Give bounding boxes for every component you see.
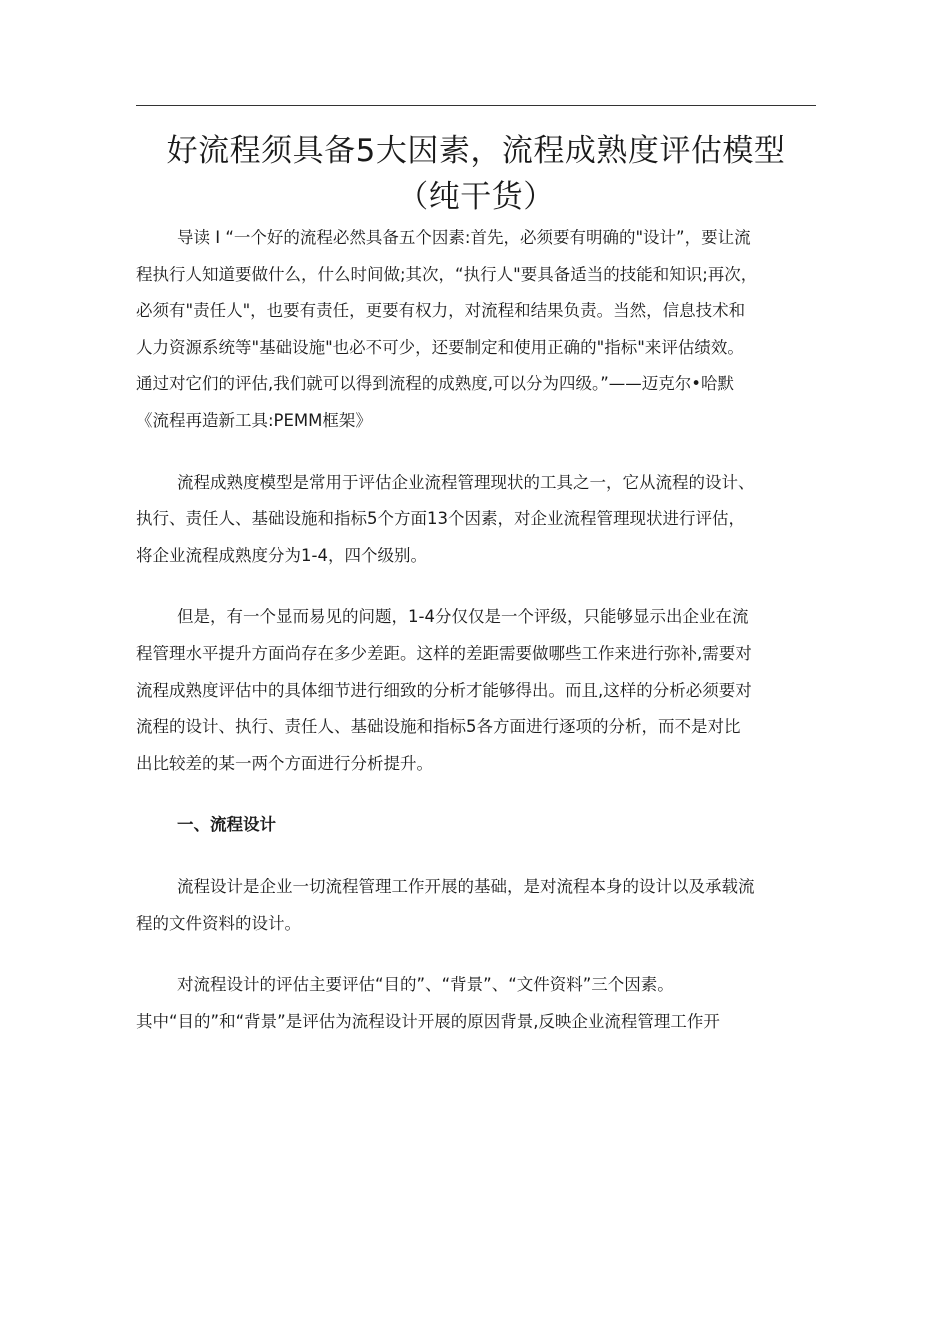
paragraph-line: 程管理水平提升方面尚存在多少差距。这样的差距需要做哪些工作来进行弥补,需要对 — [136, 643, 752, 663]
intro-paragraph — [136, 220, 820, 440]
paragraph-line: 导读 I “一个好的流程必然具备五个因素:首先，必须要有明确的"设计”，要让流 — [177, 228, 751, 247]
paragraph-line: 其中“目的”和“背景”是评估为流程设计开展的原因背景,反映企业流程管理工作开 — [136, 1011, 720, 1031]
model-paragraph — [136, 465, 820, 575]
paragraph-line: 人力资源系统等"基础设施"也必不可少，还要制定和使用正确的"指标"来评估绩效。 — [136, 337, 744, 357]
paragraph-line: 将企业流程成熟度分为1-4，四个级别。 — [136, 545, 427, 565]
paragraph-line: 程的文件资料的设计。 — [136, 913, 301, 933]
design-paragraph — [136, 869, 820, 942]
document-title — [136, 129, 816, 219]
paragraph-line: 出比较差的某一两个方面进行分析提升。 — [136, 753, 433, 773]
paragraph-line: 对流程设计的评估主要评估“目的”、“背景”、“文件资料”三个因素。 — [177, 975, 674, 995]
title-line-2: （纯干货） — [397, 178, 555, 215]
paragraph-line: 《流程再造新工具:PEMM框架》 — [136, 410, 372, 430]
paragraph-line: 必须有"责任人"，也要有责任，更要有权力，对流程和结果负责。当然，信息技术和 — [136, 301, 746, 321]
paragraph-line: 流程成熟度模型是常用于评估企业流程管理现状的工具之一，它从流程的设计、 — [177, 472, 755, 492]
paragraph-line: 执行、责任人、基础设施和指标5个方面13个因素，对企业流程管理现状进行评估， — [136, 509, 745, 529]
section-heading: 一、流程设计 — [177, 815, 276, 835]
paragraph-line: 程执行人知道要做什么，什么时间做;其次，“执行人"要具备适当的技能和知识;再次， — [136, 264, 758, 284]
paragraph-line: 流程的设计、执行、责任人、基础设施和指标5各方面进行逐项的分析，而不是对比 — [136, 717, 741, 737]
problem-paragraph — [136, 599, 820, 782]
paragraph-line: 流程成熟度评估中的具体细节进行细致的分析才能够得出。而且,这样的分析必须要对 — [136, 680, 752, 700]
evaluation-paragraph — [136, 967, 820, 1040]
paragraph-line: 流程设计是企业一切流程管理工作开展的基础，是对流程本身的设计以及承载流 — [177, 876, 755, 896]
document-body — [136, 220, 820, 1040]
title-line-1: 好流程须具备5大因素，流程成熟度评估模型 — [166, 132, 786, 169]
paragraph-line: 通过对它们的评估,我们就可以得到流程的成熟度,可以分为四级。”——迈克尔•哈默 — [136, 374, 735, 394]
header-rule — [136, 105, 816, 106]
paragraph-line: 但是，有一个显而易见的问题，1-4分仅仅是一个评级，只能够显示出企业在流 — [177, 607, 749, 627]
